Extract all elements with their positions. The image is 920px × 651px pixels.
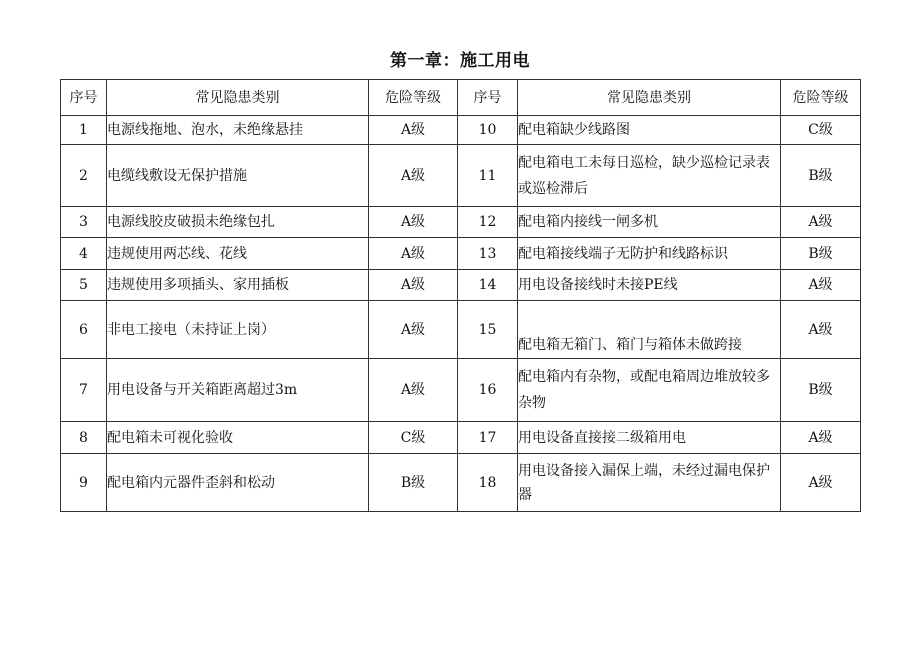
risk-level: A级 — [781, 454, 861, 512]
row-number: 17 — [458, 422, 518, 454]
header-no-right: 序号 — [458, 80, 518, 116]
row-number: 2 — [61, 145, 107, 207]
header-category-left: 常见隐患类别 — [107, 80, 369, 116]
risk-level: A级 — [781, 207, 861, 238]
table-row — [61, 301, 861, 359]
row-number: 11 — [458, 145, 518, 207]
row-number: 9 — [61, 454, 107, 512]
row-number: 7 — [61, 359, 107, 422]
risk-level: C级 — [781, 116, 861, 145]
row-number: 5 — [61, 270, 107, 301]
hazard-item: 配电箱内有杂物，或配电箱周边堆放较多杂物 — [518, 359, 781, 422]
risk-level: A级 — [369, 116, 458, 145]
risk-level: A级 — [369, 145, 458, 207]
hazard-item: 用电设备直接接二级箱用电 — [518, 422, 781, 454]
page-title: 第一章：施工用电 — [390, 51, 530, 71]
hazard-item: 配电箱缺少线路图 — [518, 116, 781, 145]
hazard-item: 配电箱电工未每日巡检，缺少巡检记录表或巡检滞后 — [518, 145, 781, 207]
risk-level: A级 — [369, 207, 458, 238]
row-number: 15 — [458, 301, 518, 359]
row-number: 4 — [61, 238, 107, 270]
hazard-item: 违规使用两芯线、花线 — [107, 238, 369, 270]
row-number: 13 — [458, 238, 518, 270]
risk-level: A级 — [369, 301, 458, 359]
header-level-left: 危险等级 — [369, 80, 458, 116]
hazard-item: 违规使用多项插头、家用插板 — [107, 270, 369, 301]
hazard-item: 配电箱内接线一闸多机 — [518, 207, 781, 238]
header-level-right: 危险等级 — [781, 80, 861, 116]
row-number: 14 — [458, 270, 518, 301]
risk-level: A级 — [369, 238, 458, 270]
hazard-item: 非电工接电（未持证上岗） — [107, 301, 369, 359]
table-row — [61, 238, 861, 270]
hazard-item: 用电设备接入漏保上端，未经过漏电保护器 — [518, 454, 781, 512]
risk-level: A级 — [369, 359, 458, 422]
hazard-item: 用电设备接线时未接PE线 — [518, 270, 781, 301]
hazard-table — [60, 79, 861, 512]
row-number: 18 — [458, 454, 518, 512]
table-row — [61, 207, 861, 238]
row-number: 16 — [458, 359, 518, 422]
risk-level: A级 — [781, 270, 861, 301]
table-row — [61, 454, 861, 512]
row-number: 6 — [61, 301, 107, 359]
table-row — [61, 422, 861, 454]
hazard-item: 配电箱无箱门、箱门与箱体未做跨接 — [518, 301, 781, 359]
table-row — [61, 145, 861, 207]
hazard-item: 电源线胶皮破损未绝缘包扎 — [107, 207, 369, 238]
header-no-left: 序号 — [61, 80, 107, 116]
risk-level: A级 — [781, 301, 861, 359]
hazard-item: 配电箱未可视化验收 — [107, 422, 369, 454]
table-row — [61, 270, 861, 301]
risk-level: B级 — [781, 359, 861, 422]
risk-level: A级 — [369, 270, 458, 301]
table-header-row — [61, 80, 861, 116]
header-category-right: 常见隐患类别 — [518, 80, 781, 116]
risk-level: B级 — [781, 145, 861, 207]
table-row — [61, 359, 861, 422]
row-number: 1 — [61, 116, 107, 145]
row-number: 12 — [458, 207, 518, 238]
risk-level: A级 — [781, 422, 861, 454]
hazard-item: 电缆线敷设无保护措施 — [107, 145, 369, 207]
risk-level: C级 — [369, 422, 458, 454]
hazard-item: 配电箱内元器件歪斜和松动 — [107, 454, 369, 512]
row-number: 3 — [61, 207, 107, 238]
hazard-item: 配电箱接线端子无防护和线路标识 — [518, 238, 781, 270]
risk-level: B级 — [369, 454, 458, 512]
table-row — [61, 116, 861, 145]
hazard-item: 用电设备与开关箱距离超过3m — [107, 359, 369, 422]
row-number: 10 — [458, 116, 518, 145]
risk-level: B级 — [781, 238, 861, 270]
hazard-item: 电源线拖地、泡水，未绝缘悬挂 — [107, 116, 369, 145]
row-number: 8 — [61, 422, 107, 454]
